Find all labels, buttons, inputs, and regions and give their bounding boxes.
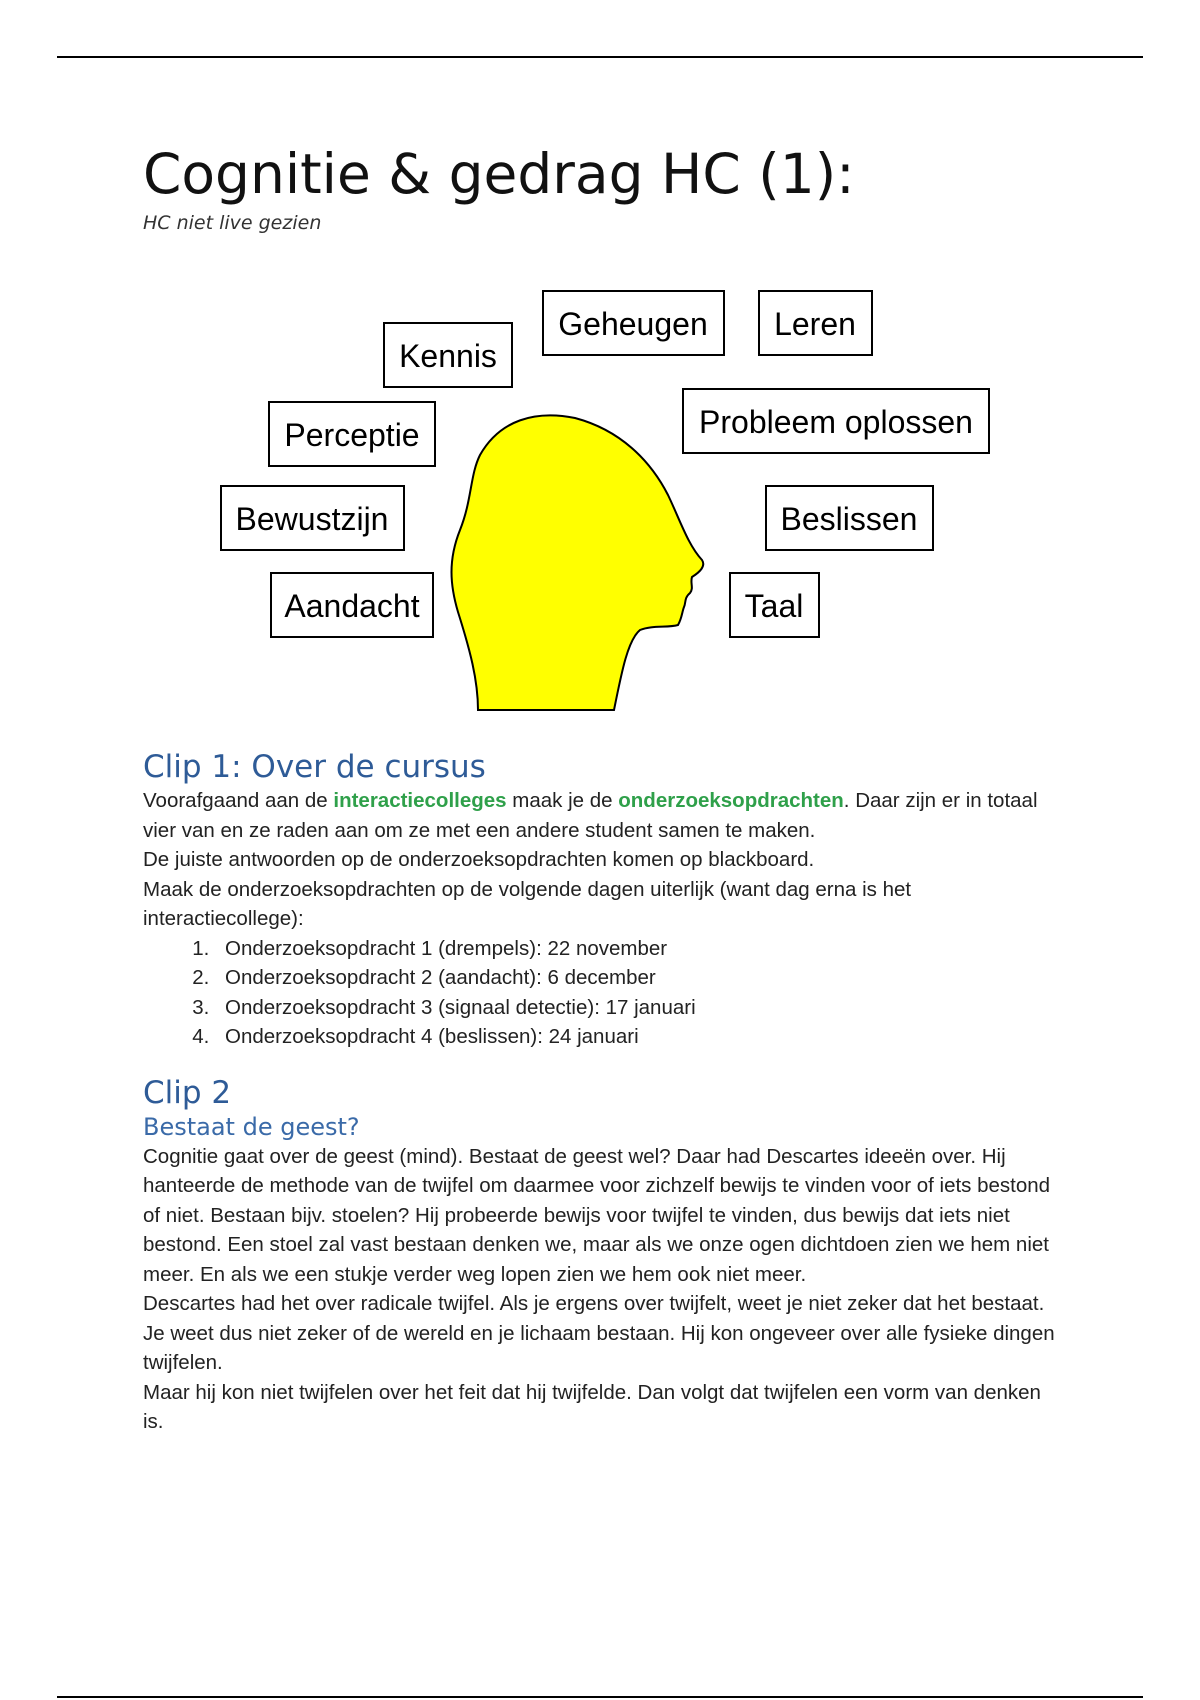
clip2-paragraph-1: Cognitie gaat over de geest (mind). Bestaat de geest wel? Daar had Descartes ideeën over. Hij hanteerde de methode van de twijfel om daarmee voor zichzelf bewijs te vinden voor of iets bestond of niet. Bestaan bijv. stoelen? Hij probeerde bewijs voor twijfel te vinden, dus bewijs dat iets niet bestond. Een stoel zal vast bestaan denken we, maar als we onze ogen dichtdoen zien we hem niet meer. En als we een stukje verder weg lopen zien we hem ook niet meer. [143, 1144, 1051, 1286]
list-item: 4. Onderzoeksopdracht 4 (beslissen): 24 januari [215, 1022, 1063, 1052]
clip1-p1-text-a: Voorafgaand aan de [143, 789, 334, 812]
label-beslissen [766, 486, 933, 550]
cognition-head-figure [0, 0, 1200, 740]
label-bewustzijn-text: Bewustzijn [235, 501, 389, 537]
label-leren-text: Leren [774, 306, 856, 342]
document-subtitle: HC niet live gezien [143, 212, 322, 234]
head-silhouette [452, 415, 704, 710]
label-aandacht-text: Aandacht [284, 588, 420, 624]
clip1-p1-text-b: maak je de [506, 789, 619, 812]
list-item: 3. Onderzoeksopdracht 3 (signaal detectie): 17 januari [215, 993, 1063, 1023]
label-leren [759, 291, 872, 355]
label-probleem-oplossen-text: Probleem oplossen [699, 404, 973, 440]
clip1-p1-text-c: . Daar zijn er in totaal vier van en ze raden aan om ze met een andere student samen te maken. [143, 789, 1038, 842]
clip2-paragraph-3: Maar hij kon niet twijfelen over het feit dat hij twijfelde. Dan volgt dat twijfelen een vorm van denken is. [143, 1380, 1041, 1433]
list-item: 1. Onderzoeksopdracht 1 (drempels): 22 november [215, 934, 1063, 964]
highlight-onderzoeksopdrachten: onderzoeksopdrachten [618, 789, 844, 812]
label-kennis [384, 323, 512, 387]
label-probleem-oplossen [683, 389, 989, 453]
document-body [143, 748, 1063, 1437]
clip1-heading: Clip 1: Over de cursus [143, 749, 486, 785]
label-taal-text: Taal [744, 588, 804, 624]
label-perceptie-text: Perceptie [284, 417, 420, 453]
clip2-subheading: Bestaat de geest? [143, 1112, 360, 1141]
document-title: Cognitie & gedrag HC (1): [143, 142, 855, 206]
clip1-paragraph-2: De juiste antwoorden op de onderzoeksopdrachten komen op blackboard. [143, 848, 815, 871]
clip1-paragraph-3: Maak de onderzoeksopdrachten op de volgende dagen uiterlijk (want dag erna is het interactiecollege): [143, 877, 912, 930]
list-item: 2. Onderzoeksopdracht 2 (aandacht): 6 december [215, 963, 1063, 993]
bottom-rule [57, 1696, 1143, 1698]
clip2-heading: Clip 2 [143, 1074, 232, 1111]
label-taal [730, 573, 819, 637]
label-kennis-text: Kennis [399, 338, 497, 374]
label-aandacht [271, 573, 433, 637]
label-geheugen [543, 291, 724, 355]
clip1-paragraph-1 [143, 786, 1063, 845]
highlight-interactiecolleges: interactiecolleges [333, 789, 507, 812]
clip2-paragraph-2: Descartes had het over radicale twijfel. Als je ergens over twijfelt, weet je niet zeker dat het bestaat. Je weet dus niet zeker of de wereld en je lichaam bestaan. Hij kon ongeveer over alle fysieke dingen twijfelen. [143, 1292, 1055, 1374]
label-bewustzijn [221, 486, 404, 550]
assignment-deadlines-list [143, 934, 1063, 1052]
label-beslissen-text: Beslissen [780, 501, 918, 537]
label-perceptie [269, 402, 435, 466]
label-geheugen-text: Geheugen [558, 306, 708, 342]
